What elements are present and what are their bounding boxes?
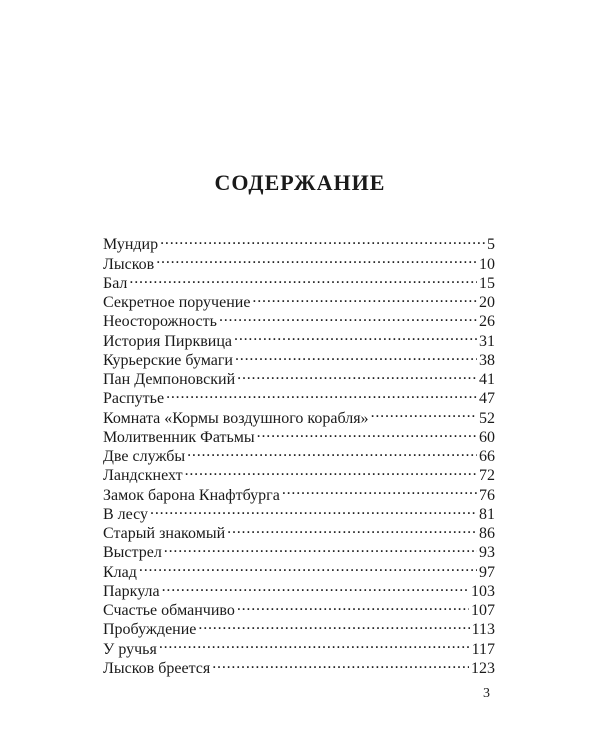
toc-entry <box>103 557 495 581</box>
toc-entry-title: Распутье <box>103 390 165 408</box>
toc-entry-page: 107 <box>471 602 495 619</box>
toc-entry-page: 113 <box>471 621 495 639</box>
toc-entry-page: 52 <box>479 409 495 427</box>
toc-dot-leader <box>257 423 477 442</box>
toc-entry <box>103 288 495 311</box>
toc-entry-title: Курьерские бумаги <box>103 351 233 369</box>
toc-dot-leader <box>162 577 469 596</box>
toc-entry-title: У ручья <box>103 640 157 658</box>
toc-entry-title: Мундир <box>103 236 159 254</box>
toc-entry-page: 97 <box>479 563 495 581</box>
toc-dot-leader <box>371 403 477 422</box>
toc-entry-page: 26 <box>479 313 495 331</box>
toc-entry-title: Бал <box>103 274 128 292</box>
toc-entry-title: Секретное поручение <box>103 294 251 311</box>
toc-entry-page: 76 <box>479 486 495 504</box>
toc-entry-page: 47 <box>479 390 495 408</box>
toc-entry-title: Пан Демпоновский <box>103 371 236 388</box>
toc-entry-page: 93 <box>479 544 495 562</box>
toc-entry <box>103 596 495 619</box>
toc-entry-title: Лысков <box>103 255 155 273</box>
toc-dot-leader <box>237 596 469 615</box>
toc-entry-title: Счастье обманчиво <box>103 602 235 619</box>
toc-entry-page: 5 <box>487 236 495 254</box>
toc-entry-title: Клад <box>103 563 137 581</box>
toc-dot-leader <box>219 307 477 326</box>
page-number: 3 <box>483 686 490 701</box>
toc-entry <box>103 519 495 542</box>
page-title: СОДЕРЖАНИЕ <box>214 170 386 195</box>
toc-dot-leader <box>185 461 477 480</box>
toc-dot-leader <box>282 480 477 499</box>
toc-entry <box>103 500 495 523</box>
toc-entry-title: Две службы <box>103 448 186 465</box>
toc-entry-title: Паркула <box>103 582 160 600</box>
toc-entry-page: 31 <box>479 332 495 350</box>
toc-entry-page: 103 <box>471 582 495 600</box>
toc-entry <box>103 577 495 600</box>
toc-entry-page: 10 <box>479 255 495 273</box>
toc-entry-title: Пробуждение <box>103 621 197 639</box>
toc-entry-title: Старый знакомый <box>103 525 226 542</box>
toc-dot-leader <box>166 384 477 403</box>
table-of-contents <box>103 230 495 677</box>
toc-dot-leader <box>234 326 477 345</box>
toc-entry-title: История Пирквица <box>103 332 233 350</box>
toc-dot-leader <box>227 519 477 538</box>
toc-entry-title: Лысков бреется <box>103 659 211 677</box>
toc-entry-title: Молитвенник Фатьмы <box>103 428 255 446</box>
toc-entry-page: 81 <box>479 505 495 523</box>
toc-dot-leader <box>139 557 477 576</box>
toc-dot-leader <box>159 634 470 653</box>
toc-entry <box>103 634 495 658</box>
toc-entry-page: 86 <box>479 525 495 542</box>
toc-entry-title: Выстрел <box>103 544 162 562</box>
toc-entry-page: 66 <box>479 448 495 465</box>
toc-entry-title: Замок барона Кнафтбурга <box>103 486 280 504</box>
toc-dot-leader <box>156 249 477 268</box>
toc-entry-title: Ландскнехт <box>103 467 183 485</box>
toc-dot-leader <box>150 500 477 519</box>
toc-dot-leader <box>160 230 485 249</box>
toc-entry <box>103 654 495 677</box>
toc-entry <box>103 249 495 273</box>
toc-entry-page: 15 <box>479 274 495 292</box>
toc-entry-page: 38 <box>479 351 495 369</box>
toc-entry-page: 72 <box>479 467 495 485</box>
toc-entry <box>103 230 495 254</box>
toc-dot-leader <box>198 615 469 634</box>
toc-dot-leader <box>212 654 469 673</box>
toc-entry-page: 60 <box>479 428 495 446</box>
toc-entry-page: 20 <box>479 294 495 311</box>
toc-dot-leader <box>237 365 477 384</box>
toc-dot-leader <box>164 538 477 557</box>
toc-entry-page: 123 <box>471 659 495 677</box>
toc-entry <box>103 269 495 292</box>
toc-entry-title: Неосторожность <box>103 313 217 331</box>
toc-entry-title: В лесу <box>103 505 149 523</box>
toc-entry-page: 41 <box>479 371 495 388</box>
toc-dot-leader <box>252 288 477 307</box>
toc-dot-leader <box>187 442 477 461</box>
toc-entry-title: Комната «Кормы воздушного корабля» <box>103 409 369 427</box>
toc-dot-leader <box>235 346 477 365</box>
toc-dot-leader <box>129 269 477 288</box>
toc-entry-page: 117 <box>471 640 495 658</box>
